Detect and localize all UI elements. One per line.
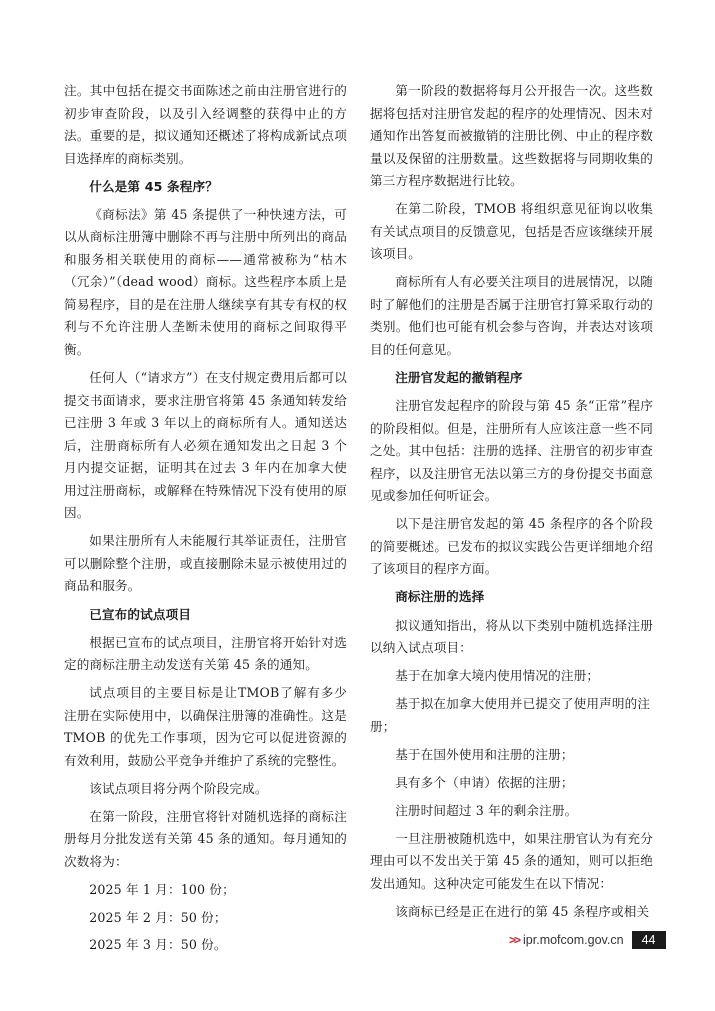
paragraph: 以下是注册官发起的第 45 条程序的各个阶段的简要概述。已发布的拟议实践公告更详细地介绍了该项目的程序方面。 xyxy=(370,516,653,577)
paragraph: 注。其中包括在提交书面陈述之前由注册官进行的初步审查阶段，以及引入经调整的获得中止的方法。重要的是，拟议通知还概述了将构成新试点项目选择库的商标类别。 xyxy=(64,83,347,166)
list-item: 基于在国外使用和注册的注册； xyxy=(395,746,574,762)
list-item-continuation: 册； xyxy=(370,718,396,734)
paragraph: 在第一阶段，注册官将针对随机选择的商标注册每月分批发送有关第 45 条的通知。每月通知的次数将为： xyxy=(64,808,347,869)
paragraph: 拟议通知指出，将从以下类别中随机选择注册以纳入试点项目： xyxy=(370,617,653,656)
paragraph: 《商标法》第 45 条提供了一种快速方法，可以从商标注册簿中删除不再与注册中所列出的商品和服务相关联使用的商标——通常被称为“枯木（冗余）”（dead wood）商标。这些程序本质上是简易程序，目的是在注册人继续享有其专有权的权利与不允许注册人垄断未使用的商标之间取得平衡。 xyxy=(64,206,347,358)
left-column xyxy=(64,80,347,962)
list-item: 2025 年 3 月：50 份。 xyxy=(89,937,227,953)
paragraph: 一旦注册被随机选中，如果注册官认为有充分理由可以不发出关于第 45 条的通知，则可以拒绝发出通知。这种决定可能发生在以下情况： xyxy=(370,830,653,891)
paragraph: 商标所有人有必要关注项目的进展情况，以随时了解他们的注册是否属于注册官打算采取行动的类别。他们也可能有机会参与咨询，并表达对该项目的任何意见。 xyxy=(370,274,653,358)
paragraph: 第一阶段的数据将每月公开报告一次。这些数据将包括对注册官发起的程序的处理情况、因未对通知作出答复而被撤销的注册比例、中止的程序数量以及保留的注册数量。这些数据将与同期收集的第三方程序数据进行比较。 xyxy=(370,83,653,189)
paragraph: 任何人（“请求方”）在支付规定费用后都可以提交书面请求，要求注册官将第 45 条通知转发给已注册 3 年或 3 年以上的商标所有人。通知送达后，注册商标所有人必须在通知发出之日起 3 个月内提交证据，证明其在过去 3 年内在加拿大使用过注册商标，或解释在特殊情况下没有使用的原因。 xyxy=(64,370,347,521)
page-footer xyxy=(509,929,666,951)
section-heading-announced-pilot: 已宣布的试点项目 xyxy=(89,606,192,622)
paragraph: 根据已宣布的试点项目，注册官将开始针对选定的商标注册主动发送有关第 45 条的通知。 xyxy=(64,634,347,673)
paragraph: 试点项目的主要目标是让TMOB了解有多少注册在实际使用中，以确保注册簿的准确性。这是TMOB 的优先工作事项，因为它可以促进资源的有效利用，鼓励公平竞争并维护了系统的完整性。 xyxy=(64,685,347,768)
list-item: 2025 年 2 月：50 份； xyxy=(89,909,227,925)
paragraph: 注册官发起程序的阶段与第 45 条“正常”程序的阶段相似。但是，注册所有人应该注意一些不同之处。其中包括：注册的选择、注册官的初步审查程序，以及注册官无法以第三方的身份提交书面意见或参加任何听证会。 xyxy=(370,398,653,504)
page-number: 44 xyxy=(632,931,666,949)
section-heading-what-is-section-45: 什么是第 45 条程序？ xyxy=(89,178,219,194)
paragraph: 如果注册所有人未能履行其举证责任，注册官可以删除整个注册，或直接删除未显示被使用过的商品和服务。 xyxy=(64,533,347,594)
right-column xyxy=(370,80,653,929)
paragraph: 该商标已经是正在进行的第 45 条程序或相关 xyxy=(395,904,650,920)
paragraph: 在第二阶段，TMOB 将组织意见征询以收集有关试点项目的反馈意见，包括是否应该继续开展该项目。 xyxy=(370,201,653,262)
list-item: 2025 年 1 月：100 份； xyxy=(89,882,235,898)
list-item: 基于拟在加拿大使用并已提交了使用声明的注 xyxy=(395,696,651,712)
double-chevron-right-icon: >> xyxy=(509,933,520,947)
section-heading-registrar-initiated: 注册官发起的撤销程序 xyxy=(395,370,523,386)
section-heading-selection: 商标注册的选择 xyxy=(395,589,485,605)
paragraph: 该试点项目将分两个阶段完成。 xyxy=(89,780,268,796)
website-url[interactable]: ipr.mofcom.gov.cn xyxy=(523,933,624,947)
list-item: 具有多个（申请）依据的注册； xyxy=(395,774,574,790)
list-item: 注册时间超过 3 年的剩余注册。 xyxy=(395,802,578,818)
list-item: 基于在加拿大境内使用情况的注册； xyxy=(395,668,600,684)
